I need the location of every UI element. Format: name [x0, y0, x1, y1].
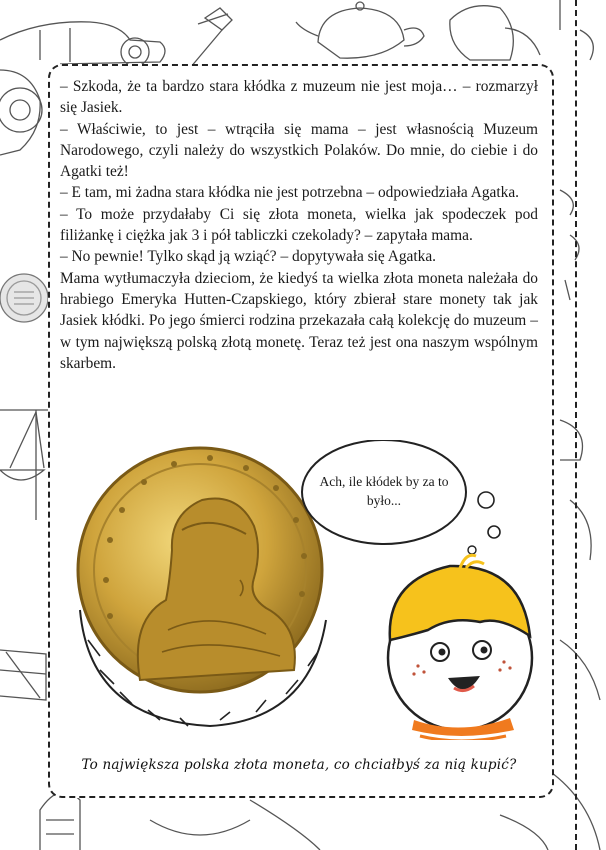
- story-paragraph: – Szkoda, że ta bardzo stara kłódka z muzeum nie jest moja… – rozmarzył się Jasiek.: [60, 78, 538, 117]
- pot-doodle-icon: [450, 6, 540, 60]
- gold-coin-image: [70, 430, 328, 730]
- speech-bubble-text: Ach, ile kłódek by za to było...: [319, 474, 449, 508]
- story-paragraph: – To może przydałaby Ci się złota moneta, wielka jak spodeczek pod filiżankę i ciężka jak 3 i pół tabliczki czekolady? – zapytała mama.: [60, 205, 538, 245]
- right-dashed-border: [575, 0, 577, 850]
- silver-coin-doodle-icon: [0, 274, 48, 322]
- story-paragraph: – No pewnie! Tylko skąd ją wziąć? – dopytywała się Agatka.: [60, 248, 437, 266]
- story-text: [60, 76, 538, 374]
- pharaoh-doodle-icon: [40, 792, 80, 850]
- story-paragraph: – Właściwie, to jest – wtrąciła się mama – jest własnością Muzeum Narodowego, czyli należy do wszystkich Polaków. Do mnie, do ciebie i do Agatki też!: [60, 120, 538, 181]
- scepter-doodle-icon: [190, 8, 232, 68]
- teapot-doodle-icon: [296, 2, 424, 58]
- story-paragraph: Mama wytłumaczyła dzieciom, że kiedyś ta wielka złota moneta należała do hrabiego Emeryka Hutten-Czapskiego, który zbierał stare monety tak jak Jasiek kłódki. Po jego śmierci rodzina przekazała całą kolekcję do muzeum – w tym największą polską złotą monetę. Teraz też jest ona naszym wspólnym skarbem.: [60, 269, 538, 372]
- story-paragraph: – E tam, mi żadna stara kłódka nie jest potrzebna – odpowiedziała Agatka.: [60, 184, 519, 202]
- scale-doodle-icon: [0, 410, 48, 520]
- drum-doodle-icon: [0, 650, 46, 700]
- question-prompt: To największa polska złota moneta, co chciałbyś za nią kupić?: [81, 757, 517, 773]
